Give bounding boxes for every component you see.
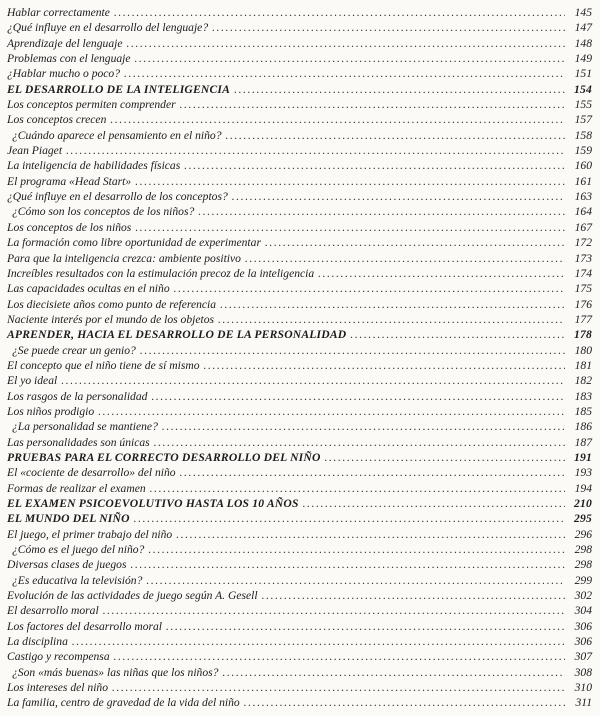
toc-entry <box>7 235 592 250</box>
dot-leader <box>154 435 565 450</box>
toc-entry-page: 298 <box>574 558 592 572</box>
toc-entry-title: ¿Qué influye en el desarrollo de los conceptos? <box>7 190 228 204</box>
toc-entry-page: 185 <box>574 404 592 418</box>
toc-entry-title: APRENDER, HACIA EL DESARROLLO DE LA PERSONALIDAD <box>7 328 347 342</box>
toc-entry-title: ¿Hablar mucho o poco? <box>7 67 121 81</box>
dot-leader <box>174 281 565 296</box>
dot-leader <box>150 481 565 496</box>
toc-entry-page: 187 <box>574 435 592 449</box>
toc-entry <box>7 389 592 404</box>
dot-leader <box>198 204 565 219</box>
toc-entry-page: 173 <box>574 251 592 265</box>
toc-entry-title: Formas de realizar el examen <box>7 481 146 495</box>
toc-entry-title: Hablar correctamente <box>7 6 110 19</box>
toc-entry-page: 193 <box>574 466 592 480</box>
toc-entry-title: Aprendizaje del lenguaje <box>7 36 123 50</box>
dot-leader <box>218 312 565 327</box>
toc-entry-page: 306 <box>574 635 592 649</box>
dot-leader <box>110 112 565 127</box>
toc-entry <box>7 36 592 51</box>
toc-entry-page: 308 <box>574 665 592 679</box>
toc-entry <box>7 281 592 296</box>
dot-leader <box>61 373 565 388</box>
toc-entry <box>7 481 592 496</box>
toc-entry-title: Problemas con el lenguaje <box>7 52 131 66</box>
dot-leader <box>180 97 565 112</box>
toc-entry-page: 167 <box>574 220 592 234</box>
dot-leader <box>135 51 565 66</box>
toc-entry-page: 302 <box>574 589 592 603</box>
toc-entry <box>7 649 592 664</box>
toc-entry-page: 148 <box>574 36 592 50</box>
toc-entry-page: 145 <box>574 6 592 19</box>
toc-entry <box>7 695 592 710</box>
dot-leader <box>226 128 565 143</box>
dot-leader <box>220 297 565 312</box>
toc-entry-title: El desarrollo moral <box>7 604 99 618</box>
toc-entry-page: 147 <box>574 21 592 35</box>
toc-entry-page: 295 <box>574 512 592 526</box>
toc-entry <box>7 511 592 526</box>
toc-entry-page: 163 <box>574 190 592 204</box>
toc-entry <box>7 312 592 327</box>
toc-entry-title: EL DESARROLLO DE LA INTELIGENCIA <box>7 82 231 96</box>
toc-entry-page: 311 <box>575 696 592 710</box>
toc-entry-title: EL MUNDO DEL NIÑO <box>7 512 130 526</box>
toc-entry <box>7 557 592 572</box>
toc-entry-title: Los niños prodigio <box>7 404 95 418</box>
toc-entry <box>7 97 592 112</box>
toc-entry <box>7 358 592 373</box>
dot-leader <box>98 404 565 419</box>
dot-leader <box>262 588 565 603</box>
dot-leader <box>126 36 565 51</box>
toc-entry-title: ¿La personalidad se mantiene? <box>12 420 158 434</box>
dot-leader <box>184 158 565 173</box>
dot-leader <box>303 496 565 511</box>
toc-entry-page: 180 <box>574 343 592 357</box>
dot-leader <box>103 603 565 618</box>
toc-entry-title: Los conceptos de los niños <box>7 220 132 234</box>
dot-leader <box>232 189 565 204</box>
toc-entry-title: Para que la inteligencia crezca: ambiente positivo <box>7 251 241 265</box>
toc-entry-title: El concepto que el niño tiene de sí mismo <box>7 358 200 372</box>
toc-entry <box>7 5 592 20</box>
toc-entry-title: El yo ideal <box>7 374 58 388</box>
toc-entry <box>7 404 592 419</box>
toc-entry <box>7 634 592 649</box>
dot-leader <box>112 680 565 695</box>
toc-entry <box>7 603 592 618</box>
toc-entry <box>7 419 592 434</box>
dot-leader <box>146 573 565 588</box>
toc-entry-title: El «cociente de desarrollo» del niño <box>7 466 176 480</box>
toc-entry <box>7 204 592 219</box>
toc-entry-title: Las capacidades ocultas en el niño <box>7 282 170 296</box>
toc-list <box>7 5 592 711</box>
toc-entry <box>7 297 592 312</box>
dot-leader <box>325 450 565 465</box>
dot-leader <box>350 327 565 342</box>
dot-leader <box>265 235 565 250</box>
toc-entry-title: Los conceptos permiten comprender <box>7 98 176 112</box>
toc-entry-title: ¿Son «más buenas» las niñas que los niños? <box>12 665 219 679</box>
toc-entry-title: Los rasgos de la personalidad <box>7 389 148 403</box>
dot-leader <box>114 649 565 664</box>
toc-entry-title: PRUEBAS PARA EL CORRECTO DESARROLLO DEL NIÑO <box>7 450 321 464</box>
dot-leader <box>151 389 565 404</box>
toc-entry <box>7 128 592 143</box>
toc-entry-page: 161 <box>574 174 592 188</box>
toc-entry-page: 164 <box>574 205 592 219</box>
toc-entry <box>7 680 592 695</box>
dot-leader <box>162 419 565 434</box>
toc-entry-title: Naciente interés por el mundo de los objetos <box>7 312 215 326</box>
toc-entry <box>7 665 592 680</box>
dot-leader <box>234 82 565 97</box>
toc-entry-page: 307 <box>574 650 592 664</box>
toc-entry-title: Jean Piaget <box>7 144 63 158</box>
dot-leader <box>66 143 565 158</box>
toc-entry-page: 194 <box>574 481 592 495</box>
toc-entry <box>7 112 592 127</box>
toc-entry-title: El programa «Head Start» <box>7 174 132 188</box>
toc-entry-title: ¿Cómo es el juego del niño? <box>12 543 145 557</box>
toc-entry-title: Los conceptos crecen <box>7 113 107 127</box>
dot-leader <box>176 527 565 542</box>
toc-entry-page: 157 <box>574 113 592 127</box>
toc-entry <box>7 343 592 358</box>
dot-leader <box>180 465 565 480</box>
toc-entry <box>7 373 592 388</box>
toc-entry-title: ¿Qué influye en el desarrollo del lenguaje? <box>7 21 209 35</box>
toc-entry <box>7 266 592 281</box>
toc-entry <box>7 527 592 542</box>
toc-entry <box>7 51 592 66</box>
toc-entry <box>7 450 592 465</box>
toc-entry-page: 210 <box>574 497 592 510</box>
toc-entry-title: La formación como libre oportunidad de experimentar <box>7 236 261 250</box>
toc-entry-page: 175 <box>574 282 592 296</box>
toc-entry-page: 191 <box>574 450 592 464</box>
toc-entry <box>7 66 592 81</box>
dot-leader <box>204 358 565 373</box>
toc-entry-title: La familia, centro de gravedad de la vida del niño <box>7 696 240 710</box>
dot-leader <box>140 343 565 358</box>
toc-entry-title: Increíbles resultados con la estimulación precoz de la inteligencia <box>7 266 315 280</box>
toc-entry-title: La disciplina <box>7 635 68 649</box>
toc-entry-page: 151 <box>574 67 592 81</box>
toc-entry <box>7 465 592 480</box>
toc-entry <box>7 174 592 189</box>
toc-entry-title: Castigo y recompensa <box>7 650 110 664</box>
toc-entry-page: 176 <box>574 297 592 311</box>
toc-entry-page: 304 <box>574 604 592 618</box>
toc-entry <box>7 251 592 266</box>
toc-entry-page: 155 <box>574 98 592 112</box>
toc-entry <box>7 588 592 603</box>
toc-entry-page: 172 <box>574 236 592 250</box>
toc-entry <box>7 573 592 588</box>
toc-entry-page: 299 <box>574 573 592 587</box>
toc-entry-page: 154 <box>574 82 592 96</box>
toc-entry-page: 298 <box>574 543 592 557</box>
toc-entry <box>7 143 592 158</box>
toc-entry-page: 177 <box>574 312 592 326</box>
dot-leader <box>135 220 565 235</box>
dot-leader <box>148 542 565 557</box>
toc-entry-page: 181 <box>574 358 592 372</box>
dot-leader <box>130 557 565 572</box>
dot-leader <box>212 20 565 35</box>
dot-leader <box>244 695 565 710</box>
toc-entry-title: Diversas clases de juegos <box>7 558 127 572</box>
dot-leader <box>114 5 565 20</box>
toc-entry <box>7 189 592 204</box>
toc-entry-page: 183 <box>574 389 592 403</box>
toc-entry <box>7 496 592 511</box>
toc-entry-page: 182 <box>574 374 592 388</box>
toc-entry-title: El juego, el primer trabajo del niño <box>7 527 173 541</box>
toc-entry <box>7 619 592 634</box>
toc-entry-page: 306 <box>574 619 592 633</box>
toc-entry <box>7 82 592 97</box>
dot-leader <box>124 66 565 81</box>
toc-entry-page: 149 <box>574 52 592 66</box>
toc-entry-title: Evolución de las actividades de juego según A. Gesell <box>7 589 258 603</box>
dot-leader <box>222 665 565 680</box>
dot-leader <box>134 511 565 526</box>
toc-entry-title: ¿Cuándo aparece el pensamiento en el niño? <box>12 128 222 142</box>
toc-entry-title: La inteligencia de habilidades físicas <box>7 159 181 173</box>
toc-entry <box>7 20 592 35</box>
toc-entry-page: 186 <box>574 420 592 434</box>
toc-entry <box>7 158 592 173</box>
toc-entry <box>7 220 592 235</box>
toc-entry-title: Los factores del desarrollo moral <box>7 619 163 633</box>
toc-entry-title: Los diecisiete años como punto de referencia <box>7 297 217 311</box>
toc-entry-page: 158 <box>574 128 592 142</box>
toc-entry-title: ¿Cómo son los conceptos de los niños? <box>12 205 195 219</box>
toc-entry-title: Los intereses del niño <box>7 681 109 695</box>
toc-entry-page: 296 <box>574 527 592 541</box>
dot-leader <box>245 251 565 266</box>
dot-leader <box>72 634 565 649</box>
toc-entry-page: 174 <box>574 266 592 280</box>
toc-entry <box>7 542 592 557</box>
toc-entry <box>7 327 592 342</box>
toc-entry-page: 159 <box>574 144 592 158</box>
dot-leader <box>135 174 565 189</box>
toc-entry-page: 310 <box>574 681 592 695</box>
toc-entry-title: Las personalidades son únicas <box>7 435 150 449</box>
toc-entry-title: ¿Se puede crear un genio? <box>12 343 136 357</box>
dot-leader <box>166 619 565 634</box>
dot-leader <box>318 266 565 281</box>
toc-entry-title: ¿Es educativa la televisión? <box>12 573 143 587</box>
toc-entry <box>7 435 592 450</box>
toc-entry-page: 160 <box>574 159 592 173</box>
toc-entry-title: EL EXAMEN PSICOEVOLUTIVO HASTA LOS 10 AÑOS <box>7 497 299 510</box>
toc-entry-page: 178 <box>574 328 592 342</box>
